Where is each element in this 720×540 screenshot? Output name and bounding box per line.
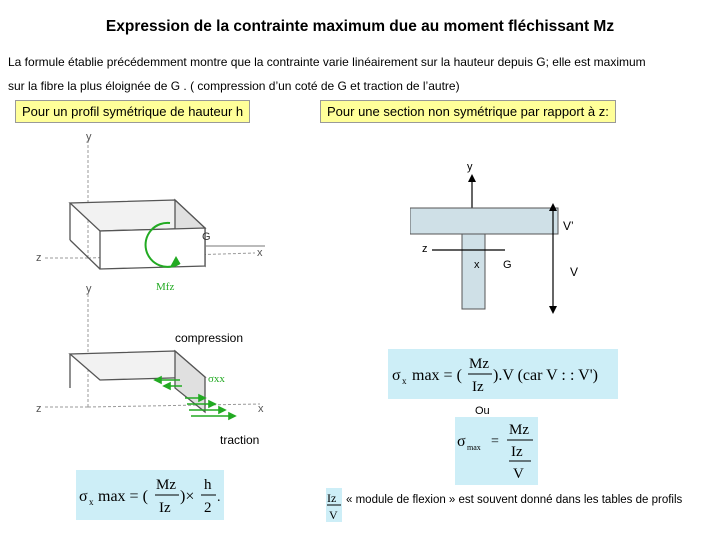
fl-hden: 2 [204, 500, 212, 516]
formula-ou [455, 417, 538, 485]
fl-sub: x [89, 497, 94, 507]
formula-ou-svg [455, 417, 538, 485]
beam2-y-label: y [86, 283, 92, 295]
formula-left [76, 470, 224, 520]
section-y-label: y [467, 161, 473, 173]
beam1-x-label: x [257, 247, 263, 259]
fr-rest2: : V') [570, 367, 598, 384]
beam1-shape [70, 200, 205, 269]
fl-hnum: h [204, 477, 212, 493]
formula-right-svg [388, 349, 618, 399]
fo-eq: = [491, 434, 499, 449]
fr-sub: x [402, 376, 407, 386]
module-text: « module de flexion » est souvent donné dans les tables de profils [346, 494, 683, 506]
fr-rest: ).V (car V : [493, 367, 566, 384]
v-prime-label: V’ [563, 219, 574, 233]
beam-diagram-2 [30, 282, 280, 422]
t-web [462, 234, 485, 309]
module-fraction-svg [326, 488, 342, 522]
fl-num: Mz [156, 477, 176, 493]
beam1-y-label: y [86, 131, 92, 143]
beam2-z-label: z [36, 403, 42, 415]
fl-max: max = ( [98, 488, 148, 505]
left-header: Pour un profil symétrique de hauteur h [15, 100, 250, 123]
fo-num: Mz [509, 422, 529, 438]
traction-label: traction [220, 433, 260, 447]
moment-label: Mfz [156, 281, 175, 293]
module-num: Iz [327, 491, 337, 505]
formula-left-svg [76, 470, 224, 520]
module-den: V [329, 508, 338, 522]
fr-den: Iz [472, 379, 484, 395]
fo-den1: Iz [511, 444, 523, 460]
fl-sigma: σ [79, 488, 88, 505]
beam1-g-label: G [202, 231, 211, 243]
intro-line-1: La formule établie précédemment montre que la contrainte varie linéairement sur la hauteur depuis G; elle est maximum [8, 55, 646, 69]
fo-sigma: σ [457, 433, 466, 450]
intro-line-2: sur la fibre la plus éloignée de G . ( compression d’un coté de G et traction de l’autre) [8, 79, 460, 93]
beam-diagram-1 [30, 128, 280, 298]
beam2-x-label: x [258, 403, 264, 415]
t-section [410, 156, 610, 316]
fo-den2: V [513, 466, 524, 482]
beam2-axes [45, 292, 260, 407]
stress-label: σxx [208, 373, 225, 385]
formula-right [388, 349, 618, 399]
section-z-label: z [422, 243, 428, 255]
v-label: V [570, 265, 579, 279]
right-header: Pour une section non symétrique par rapport à z: [320, 100, 616, 123]
compression-label: compression [175, 331, 244, 345]
section-g-label: G [503, 259, 512, 271]
fr-num: Mz [469, 356, 489, 372]
intro-text [8, 50, 713, 98]
fl-dot: . [217, 490, 221, 505]
fr-sigma: σ [392, 367, 401, 384]
fr-max: max = ( [412, 367, 462, 384]
ou-label: Ou [475, 405, 490, 417]
fo-sub: max [467, 443, 481, 452]
beam1-z-label: z [36, 252, 42, 264]
t-flange [410, 208, 558, 234]
page-title: Expression de la contrainte maximum due au moment fléchissant Mz [105, 18, 615, 35]
fl-close: )× [180, 488, 195, 505]
fl-den: Iz [159, 500, 171, 516]
section-x-label: x [474, 259, 480, 271]
module-fraction [326, 488, 342, 522]
beam2-shape [70, 351, 205, 412]
